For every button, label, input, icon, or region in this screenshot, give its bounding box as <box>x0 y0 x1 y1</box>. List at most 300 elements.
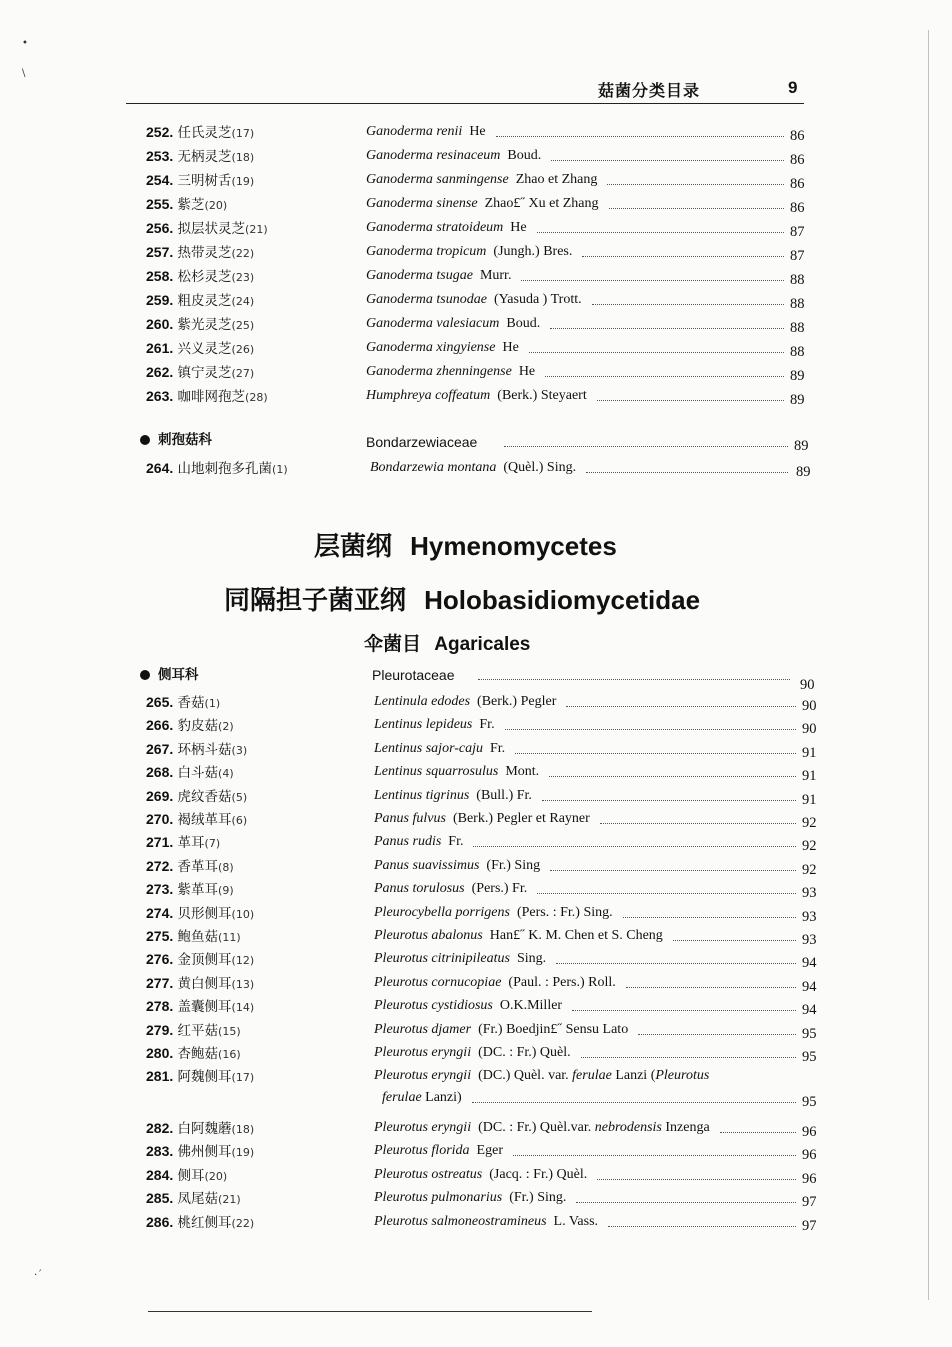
entry-author: (Paul. : Pers.) Roll. <box>508 974 616 990</box>
entry-page-number: 86 <box>790 200 805 216</box>
entry-binomial: Ganoderma renii <box>366 124 463 139</box>
entry-page-number: 86 <box>790 152 805 168</box>
family-cn-name: 侧耳科 <box>158 667 199 683</box>
dot-leader <box>572 1010 796 1011</box>
entry-scientific-name <box>374 762 539 782</box>
toc-entry <box>0 1066 952 1111</box>
entry-author: He <box>502 340 519 355</box>
entry-author: Boud. <box>506 316 541 331</box>
running-header-title: 菇菌分类目录 <box>598 81 701 100</box>
entry-chinese-name <box>146 170 254 192</box>
entry-page-number: 96 <box>802 1124 817 1140</box>
entry-number: 263. <box>146 388 174 404</box>
entry-number: 257. <box>146 244 174 260</box>
dot-leader <box>673 940 796 941</box>
entry-cn-text: 黄白侧耳 <box>177 975 232 992</box>
entry-index: (8) <box>218 860 234 874</box>
dot-leader <box>638 1034 796 1035</box>
toc-entry <box>0 996 952 1018</box>
toc-entry <box>0 692 952 714</box>
entry-cn-text: 紫光灵芝 <box>177 317 232 333</box>
entry-page-number: 87 <box>790 248 805 264</box>
entry-number: 283. <box>146 1143 174 1160</box>
family-sci-name: Pleurotaceae <box>372 667 455 683</box>
dot-leader <box>609 208 784 209</box>
entry-index: (11) <box>218 931 241 944</box>
entry-index: (2) <box>218 720 234 734</box>
entry-binomial: Ganoderma tsugae <box>366 268 473 283</box>
dot-leader <box>521 280 784 281</box>
entry-number: 280. <box>146 1045 174 1061</box>
entry-index: (16) <box>218 1048 241 1061</box>
entry-scientific-name <box>374 1020 628 1040</box>
entry-scientific-name <box>366 170 597 190</box>
entry-page-number: 95 <box>802 1049 817 1065</box>
dot-leader <box>556 963 796 964</box>
entry-author: (DC. : Fr.) Quèl.var. <box>478 1120 592 1135</box>
entry-synonym-author: Lanzi) <box>425 1090 462 1106</box>
entry-chinese-name <box>146 1212 254 1234</box>
entry-cn-text: 松杉灵芝 <box>177 269 232 285</box>
entry-author: Eger <box>476 1143 503 1159</box>
entry-index: (17) <box>231 127 255 140</box>
entry-page-number: 89 <box>790 368 805 384</box>
dot-leader <box>515 753 796 754</box>
entry-author: Fr. <box>490 740 506 756</box>
entry-cn-text: 革耳 <box>177 835 205 852</box>
toc-entry <box>0 122 952 144</box>
dot-leader <box>582 256 784 257</box>
entry-scientific-name <box>374 1188 566 1208</box>
entry-cn-text: 佛州侧耳 <box>177 1144 232 1161</box>
entry-page-number: 88 <box>790 296 805 312</box>
entry-cn-text: 香菇 <box>177 695 205 711</box>
toc-entry <box>0 856 952 878</box>
entry-scientific-name <box>374 1066 709 1086</box>
entry-chinese-name <box>146 856 234 878</box>
dot-leader <box>549 776 796 777</box>
entry-chinese-name <box>146 879 234 901</box>
entry-index: (9) <box>218 884 234 898</box>
entry-index: (3) <box>231 743 248 757</box>
toc-entry <box>0 1141 952 1163</box>
toc-entry <box>0 949 952 971</box>
order-heading-lat: Agaricales <box>434 634 531 655</box>
toc-entry <box>0 386 952 408</box>
toc-entry <box>0 903 952 925</box>
dot-leader <box>545 376 784 377</box>
entry-index: (15) <box>218 1024 241 1038</box>
entry-chinese-name <box>146 266 254 288</box>
dot-leader <box>600 823 796 824</box>
entry-number: 255. <box>146 196 174 212</box>
entry-author: (Yasuda ) Trott. <box>493 292 582 307</box>
entry-number: 285. <box>146 1190 174 1207</box>
entry-page-number: 91 <box>802 768 817 785</box>
entry-author: Fr. <box>479 717 495 733</box>
entry-cn-text: 盖囊侧耳 <box>177 999 232 1016</box>
toc-entry <box>0 809 952 831</box>
toc-entry <box>0 973 952 995</box>
toc-entry <box>0 194 952 216</box>
entry-chinese-name <box>146 715 234 737</box>
family-heading-pleurotaceae <box>140 665 199 685</box>
entry-chinese-name <box>146 996 254 1018</box>
entry-author: Zhao et Zhang <box>515 172 598 187</box>
dot-leader <box>550 870 796 871</box>
toc-entry <box>0 242 952 264</box>
entry-number: 276. <box>146 951 174 968</box>
entry-author: (Berk.) Pegler <box>477 694 557 709</box>
toc-entry <box>0 266 952 288</box>
dot-leader <box>566 706 796 707</box>
entry-binomial: Pleurotus cornucopiae <box>374 974 502 990</box>
entry-scientific-name <box>374 949 546 969</box>
dot-leader <box>626 987 796 988</box>
dot-leader <box>542 800 796 801</box>
entry-scientific-name <box>374 1212 598 1232</box>
entry-author: He <box>469 124 486 139</box>
entry-number: 267. <box>146 740 174 757</box>
entry-cn-text: 镇宁灵芝 <box>177 365 232 381</box>
class-heading <box>314 526 617 563</box>
entry-chinese-name <box>146 762 234 784</box>
entry-cn-text: 红平菇 <box>177 1022 219 1039</box>
dot-leader <box>473 846 796 847</box>
entry-page-number: 90 <box>802 698 817 714</box>
order-heading-cn: 伞菌目 <box>364 633 422 655</box>
entry-scientific-name <box>374 879 527 899</box>
entry-page-number: 91 <box>802 744 817 761</box>
entry-number: 265. <box>146 694 174 710</box>
entry-number: 270. <box>146 811 174 827</box>
entry-binomial: Lentinus tigrinus <box>374 787 470 803</box>
entry-scientific-name <box>374 903 613 923</box>
dot-leader <box>581 1057 796 1058</box>
entry-binomial: Pleurotus citrinipileatus <box>374 951 510 967</box>
entry-page-number: 92 <box>802 815 817 831</box>
entry-index: (24) <box>231 295 255 308</box>
entry-author: (Pers. : Fr.) Sing. <box>516 904 613 920</box>
toc-entry <box>0 879 952 901</box>
entry-cn-text: 粗皮灵芝 <box>177 293 232 309</box>
entry-chinese-name <box>146 314 254 336</box>
entry-page-number: 89 <box>790 392 805 408</box>
entry-page-number: 93 <box>802 885 817 902</box>
entry-number: 284. <box>146 1166 174 1183</box>
entry-binomial: Pleurotus eryngii <box>374 1120 472 1135</box>
toc-entry <box>0 314 952 336</box>
entry-number: 277. <box>146 974 174 991</box>
entry-cn-text: 拟层状灵芝 <box>177 221 246 237</box>
entry-scientific-name <box>374 832 463 852</box>
entry-author: Mont. <box>505 764 540 780</box>
dot-leader <box>529 352 784 353</box>
entry-author: (Jacq. : Fr.) Quèl. <box>489 1166 588 1182</box>
entry-index: (20) <box>204 1169 228 1183</box>
entry-scientific-name <box>374 809 590 829</box>
entry-scientific-name <box>366 122 486 142</box>
entry-cn-text: 阿魏侧耳 <box>177 1069 232 1086</box>
entry-author: (Berk.) Pegler et Rayner <box>452 811 590 826</box>
entry-number: 278. <box>146 998 174 1015</box>
entry-scientific-name <box>366 290 582 310</box>
entry-binomial: Ganoderma zhenningense <box>366 364 512 379</box>
entry-scientific-name <box>374 1118 710 1138</box>
entry-chinese-name <box>146 786 247 808</box>
entry-cn-text: 白斗菇 <box>177 765 219 782</box>
entry-continuation-line <box>382 1088 462 1108</box>
entry-cn-text: 金顶侧耳 <box>177 952 232 969</box>
entry-binomial: Panus fulvus <box>374 811 446 826</box>
entry-chinese-name <box>146 949 254 971</box>
entry-cn-text: 咖啡网孢芝 <box>177 389 246 405</box>
entry-cn-text: 环柄斗菇 <box>177 741 232 758</box>
dot-leader <box>537 893 796 894</box>
entry-author: (Jungh.) Bres. <box>493 244 573 259</box>
entry-number: 260. <box>146 316 174 332</box>
entry-page-number: 88 <box>790 344 805 360</box>
toc-entry <box>0 290 952 312</box>
toc-entry <box>0 832 952 854</box>
entry-page-number: 92 <box>802 838 817 855</box>
entry-synonym-genus: Pleurotus <box>655 1068 710 1084</box>
entry-binomial: Ganoderma tsunodae <box>366 292 487 307</box>
family-sci-name: Bondarzewiaceae <box>366 434 478 450</box>
entry-page-number: 86 <box>790 176 805 192</box>
entry-page-number: 94 <box>802 978 817 995</box>
entry-binomial: Ganoderma sinense <box>366 196 478 211</box>
footer-rule <box>148 1311 592 1312</box>
entry-cn-text: 凤尾菇 <box>177 1191 219 1208</box>
entry-author: (Quèl.) Sing. <box>503 460 577 475</box>
dot-leader <box>496 136 784 137</box>
entry-author: (Bull.) Fr. <box>476 787 532 803</box>
entry-index: (5) <box>231 790 248 804</box>
entry-number: 256. <box>146 220 174 236</box>
entry-binomial: Lentinus lepideus <box>374 717 473 733</box>
entry-page-number: 97 <box>802 1217 817 1234</box>
entry-page-number: 95 <box>802 1094 817 1111</box>
page-number: 9 <box>788 78 798 97</box>
entry-scientific-name <box>374 692 556 712</box>
entry-chinese-name <box>146 194 227 216</box>
entry-chinese-name <box>146 146 254 168</box>
entry-author: (DC. : Fr.) Quèl. <box>478 1045 571 1060</box>
entry-cn-text: 虎纹香菇 <box>177 788 232 805</box>
entry-author: He <box>518 364 536 379</box>
entry-page-number: 94 <box>802 955 817 972</box>
entry-cn-text: 香革耳 <box>177 858 219 875</box>
entry-chinese-name <box>146 903 254 925</box>
entry-binomial: Panus torulosus <box>374 881 465 897</box>
entry-cn-text: 杏鲍菇 <box>177 1046 219 1062</box>
entry-scientific-name <box>366 386 587 406</box>
entry-chinese-name <box>146 1118 254 1140</box>
toc-entry <box>0 1188 952 1210</box>
subclass-heading-cn: 同隔担子菌亚纲 <box>224 586 407 616</box>
entry-chinese-name <box>146 242 254 264</box>
entry-chinese-name <box>146 1066 254 1088</box>
entry-binomial: Pleurotus eryngii <box>374 1045 472 1060</box>
entry-index: (1) <box>204 697 221 710</box>
entry-number: 258. <box>146 268 174 284</box>
entry-binomial: Ganoderma resinaceum <box>366 148 501 163</box>
entry-cn-text: 褐绒革耳 <box>177 812 232 828</box>
toc-entry <box>0 786 952 808</box>
entry-scientific-name <box>374 786 532 806</box>
entry-cn-text: 白阿魏蘑 <box>177 1121 232 1137</box>
entry-binomial: Pleurotus ostreatus <box>374 1166 483 1182</box>
entry-cn-text: 侧耳 <box>177 1167 205 1184</box>
entry-index: (17) <box>231 1071 255 1085</box>
entry-binomial: Lentinus sajor-caju <box>374 740 483 756</box>
entry-number: 252. <box>146 124 174 140</box>
subclass-heading <box>224 580 700 617</box>
entry-author: He <box>510 220 527 235</box>
toc-entry <box>0 715 952 737</box>
dot-leader <box>597 1179 796 1180</box>
entry-binomial: Humphreya coffeatum <box>366 388 491 403</box>
entry-number: 262. <box>146 364 174 380</box>
entry-chinese-name <box>146 362 254 384</box>
family-page-number: 89 <box>794 438 809 454</box>
dot-leader <box>597 400 784 401</box>
entry-index: (21) <box>245 223 268 236</box>
toc-entry <box>0 170 952 192</box>
entry-binomial: Ganoderma xingyiense <box>366 340 496 355</box>
entry-scientific-name <box>374 1141 503 1161</box>
entry-chinese-name <box>146 692 220 714</box>
entry-cn-text: 紫芝 <box>177 197 205 213</box>
entry-index: (25) <box>231 319 255 332</box>
entry-index: (22) <box>231 247 255 260</box>
dot-leader <box>537 232 784 233</box>
entry-author: L. Vass. <box>553 1213 599 1229</box>
entry-binomial: Pleurocybella porrigens <box>374 904 510 920</box>
entry-author: O.K.Miller <box>499 998 563 1014</box>
entry-chinese-name <box>146 1141 254 1163</box>
dot-leader <box>586 472 788 473</box>
entry-index: (13) <box>231 977 255 991</box>
toc-entry <box>0 218 952 240</box>
entry-page-number: 93 <box>802 908 817 925</box>
entry-scientific-name <box>374 973 616 993</box>
entry-number: 274. <box>146 904 174 921</box>
entry-scientific-name <box>374 739 505 759</box>
entry-chinese-name <box>146 122 254 144</box>
entry-binomial: Pleurotus abalonus <box>374 928 483 943</box>
entry-binomial: Ganoderma sanmingense <box>366 172 509 187</box>
entry-page-number: 89 <box>796 464 811 480</box>
entry-binomial: Pleurotus cystidiosus <box>374 998 493 1014</box>
entry-cn-text: 三明树舌 <box>177 173 232 189</box>
entry-author: Zhao£˝ Xu et Zhang <box>484 196 599 211</box>
entry-binomial: Pleurotus djamer <box>374 1021 472 1037</box>
family-heading-bondarzewiaceae <box>140 430 212 450</box>
entry-page-number: 86 <box>790 128 805 144</box>
entry-scientific-name <box>366 338 519 358</box>
dot-leader <box>550 328 784 329</box>
entry-scientific-name <box>374 856 540 876</box>
entry-page-number: 87 <box>790 224 805 240</box>
dot-leader <box>720 1132 796 1133</box>
entry-variety: nebrodensis <box>594 1120 662 1135</box>
entry-binomial: Panus rudis <box>374 834 442 850</box>
toc-entry <box>0 1212 952 1234</box>
entry-author-2: Inzenga <box>665 1120 710 1135</box>
entry-cn-text: 桃红侧耳 <box>177 1214 232 1231</box>
entry-index: (1) <box>272 463 288 476</box>
dot-leader <box>607 184 784 185</box>
toc-entry <box>0 739 952 761</box>
entry-number: 259. <box>146 292 174 308</box>
entry-index: (23) <box>231 271 255 284</box>
entry-number: 275. <box>146 928 174 944</box>
entry-number: 266. <box>146 717 174 734</box>
entry-binomial: Panus suavissimus <box>374 857 480 873</box>
bullet-icon <box>140 670 150 680</box>
entry-index: (10) <box>231 907 255 921</box>
entry-scientific-name <box>366 362 535 382</box>
entry-scientific-name <box>366 314 540 334</box>
toc-entry <box>0 362 952 384</box>
entry-chinese-name <box>146 218 268 240</box>
entry-scientific-name <box>374 715 495 735</box>
scan-speck: ·ˊ <box>34 1270 43 1281</box>
entry-number: 279. <box>146 1021 174 1038</box>
toc-entry <box>0 1043 952 1065</box>
entry-index: (22) <box>231 1216 255 1230</box>
entry-cn-text: 热带灵芝 <box>177 245 232 261</box>
entry-binomial: Ganoderma valesiacum <box>366 316 500 331</box>
entry-author: Boud. <box>507 148 542 163</box>
entry-index: (19) <box>231 1146 255 1160</box>
entry-chinese-name <box>146 973 254 995</box>
family-cn-name: 刺孢菇科 <box>158 432 212 448</box>
entry-cn-text: 任氏灵芝 <box>177 125 232 141</box>
entry-chinese-name <box>146 1043 241 1065</box>
entry-chinese-name <box>146 1020 241 1042</box>
toc-entry <box>0 926 952 948</box>
entry-number: 264. <box>146 460 174 476</box>
entry-number: 269. <box>146 787 174 804</box>
entry-binomial: Bondarzewia montana <box>370 460 497 475</box>
entry-cn-text: 山地刺孢多孔菌 <box>177 461 273 477</box>
dot-leader <box>505 729 796 730</box>
toc-entry <box>0 1020 952 1042</box>
entry-index: (7) <box>204 837 221 851</box>
entry-author: (Pers.) Fr. <box>471 881 528 897</box>
entry-author: Sing. <box>516 951 547 967</box>
entry-chinese-name <box>146 386 268 408</box>
entry-author: (Fr.) Sing. <box>509 1190 567 1206</box>
dot-leader <box>608 1226 796 1227</box>
entry-author-2: Lanzi ( <box>615 1068 656 1084</box>
dot-leader <box>623 917 796 918</box>
entry-chinese-name <box>146 739 247 761</box>
dot-leader <box>478 679 790 680</box>
entry-binomial: Pleurotus florida <box>374 1143 470 1159</box>
entry-author: (Berk.) Steyaert <box>497 388 587 403</box>
entry-index: (27) <box>231 367 255 380</box>
entry-index: (21) <box>218 1193 241 1207</box>
entry-cn-text: 豹皮菇 <box>177 718 219 735</box>
entry-scientific-name <box>366 242 572 262</box>
entry-binomial: Pleurotus pulmonarius <box>374 1190 503 1206</box>
entry-author: (Fr.) Sing <box>486 857 541 873</box>
entry-scientific-name <box>366 218 527 238</box>
